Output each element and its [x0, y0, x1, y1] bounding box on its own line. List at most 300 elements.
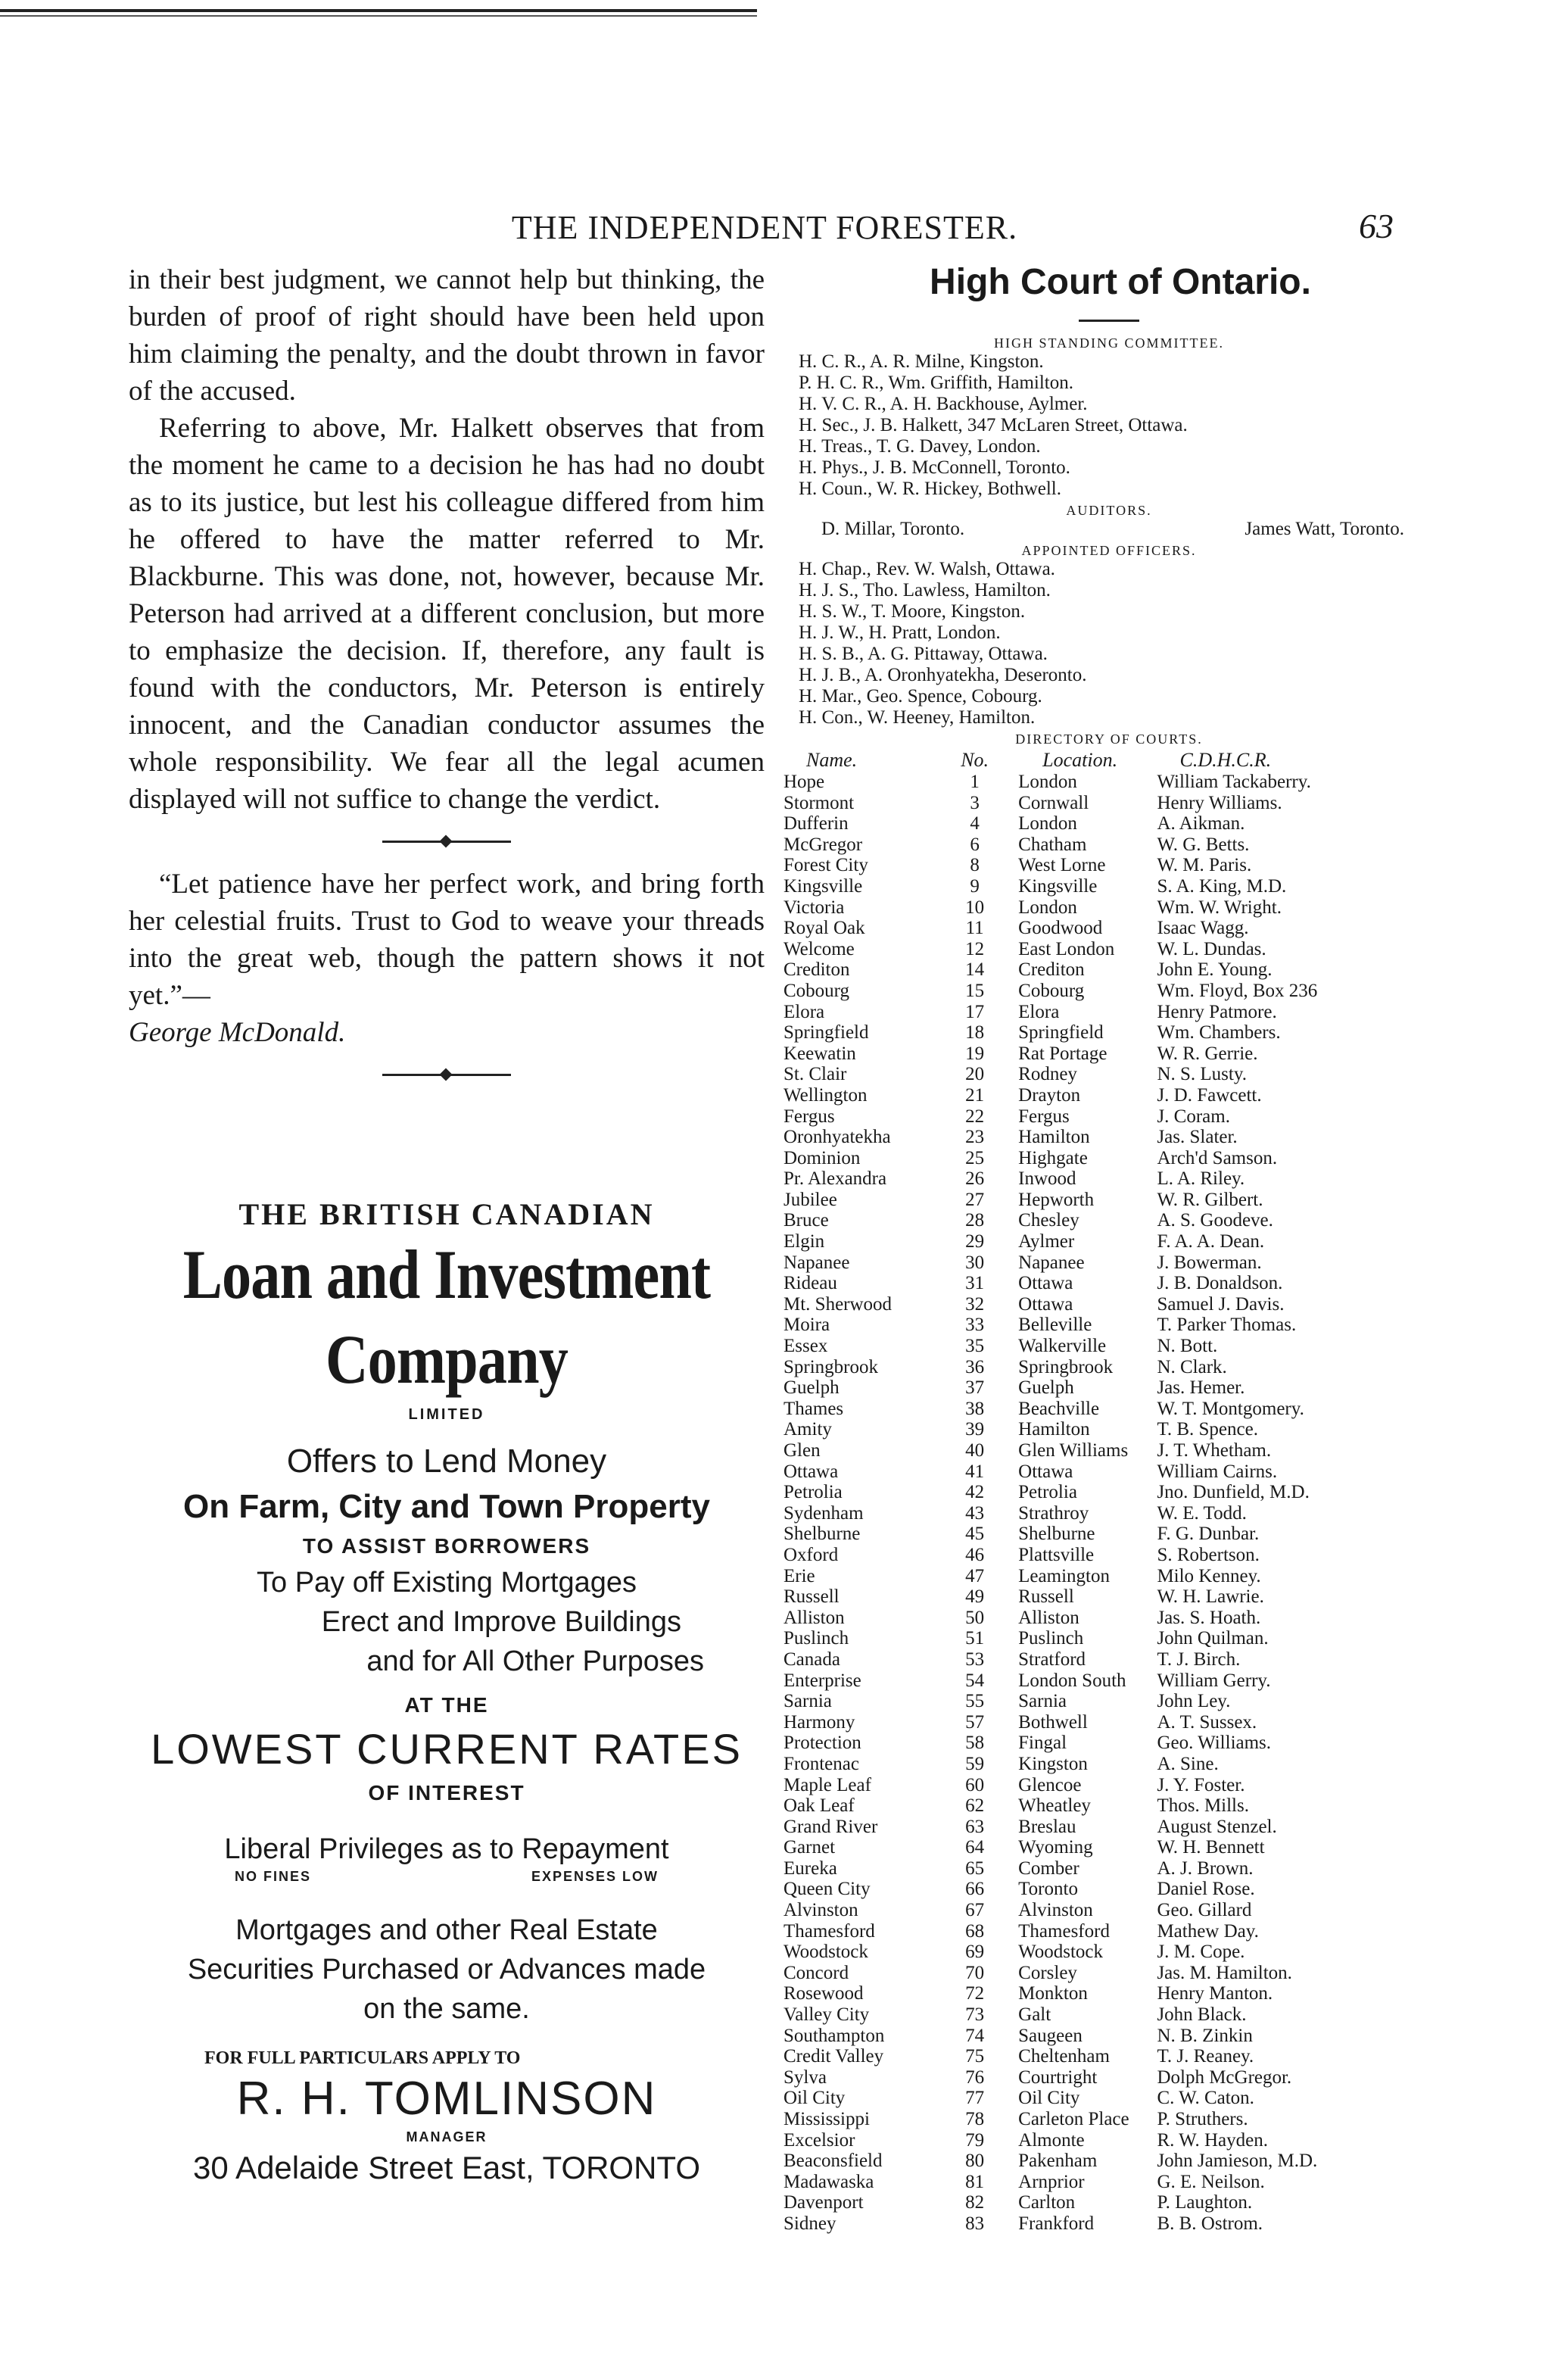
- court-number: 12: [965, 938, 985, 959]
- court-number: 77: [965, 2088, 985, 2109]
- ad-address: 30 Adelaide Street East, TORONTO: [192, 2150, 700, 2185]
- court-officer: Samuel J. Davis.: [1157, 1293, 1285, 1315]
- court-name: Sydenham: [784, 1502, 864, 1524]
- court-location: Pakenham: [1018, 2151, 1098, 2172]
- appointed-officer: H. Con., W. Heeney, Hamilton.: [799, 707, 1036, 728]
- appointed-list: [784, 559, 1435, 728]
- court-officer: P. Laughton.: [1157, 2192, 1253, 2213]
- ad-manager-name: R. H. TOMLINSON: [236, 2073, 657, 2125]
- directory-row: [784, 1357, 1435, 1378]
- court-name: Crediton: [784, 959, 850, 981]
- court-officer: W. L. Dundas.: [1157, 938, 1266, 959]
- court-location: Frankford: [1018, 2213, 1095, 2234]
- court-name: Elora: [784, 1001, 825, 1022]
- court-location: Puslinch: [1018, 1628, 1084, 1649]
- court-officer: John E. Young.: [1157, 959, 1273, 981]
- court-officer: John Quilman.: [1157, 1628, 1269, 1649]
- court-name: Napanee: [784, 1252, 850, 1273]
- court-officer: W. M. Paris.: [1157, 855, 1252, 876]
- court-name: Maple Leaf: [784, 1774, 871, 1795]
- court-number: 45: [965, 1524, 985, 1545]
- court-number: 66: [965, 1879, 985, 1900]
- directory-row: [784, 1440, 1435, 1461]
- directory-row: [784, 1273, 1435, 1294]
- court-number: 20: [965, 1064, 985, 1085]
- court-name: McGregor: [784, 834, 863, 855]
- court-officer: Wm. Floyd, Box 236: [1157, 980, 1318, 1001]
- court-location: Wheatley: [1018, 1795, 1091, 1817]
- court-location: Carleton Place: [1018, 2109, 1129, 2129]
- directory-row: [784, 897, 1435, 919]
- directory-row: [784, 2172, 1435, 2193]
- directory-table: [784, 772, 1435, 2235]
- directory-row: [784, 2109, 1435, 2130]
- directory-row: [784, 1837, 1435, 1858]
- court-number: 58: [965, 1733, 985, 1754]
- ad-manager-title: MANAGER: [406, 2129, 488, 2144]
- court-location: Courtright: [1018, 2067, 1098, 2088]
- court-name: Eureka: [784, 1858, 837, 1879]
- court-name: Hope: [784, 772, 825, 792]
- court-number: 76: [965, 2067, 985, 2088]
- court-location: Almonte: [1018, 2129, 1085, 2151]
- ad-apply-to: FOR FULL PARTICULARS APPLY TO: [204, 2048, 521, 2068]
- appointed-officer: H. S. B., A. G. Pittaway, Ottawa.: [799, 644, 1048, 664]
- ad-limited: LIMITED: [408, 1406, 485, 1423]
- court-officer: Wm. W. Wright.: [1157, 897, 1282, 918]
- court-number: 49: [965, 1586, 985, 1608]
- court-name: Sarnia: [784, 1691, 832, 1712]
- appointed-officer: H. J. S., Tho. Lawless, Hamilton.: [799, 580, 1051, 600]
- court-name: Royal Oak: [784, 918, 865, 939]
- court-number: 35: [965, 1336, 985, 1357]
- right-column: [784, 261, 1435, 2235]
- court-location: Shelburne: [1018, 1524, 1095, 1545]
- court-name: Forest City: [784, 855, 868, 876]
- court-name: Beaconsfield: [784, 2151, 883, 2172]
- court-officer: J. Coram.: [1157, 1106, 1230, 1127]
- court-officer: W. G. Betts.: [1157, 834, 1250, 855]
- court-location: London: [1018, 772, 1077, 792]
- court-number: 68: [965, 1920, 985, 1942]
- directory-row: [784, 1545, 1435, 1566]
- court-number: 41: [965, 1461, 985, 1482]
- ad-line-privileges: Liberal Privileges as to Repayment: [224, 1833, 669, 1865]
- court-number: 37: [965, 1377, 985, 1399]
- directory-row: [784, 2213, 1435, 2235]
- court-location: Russell: [1018, 1586, 1074, 1608]
- court-location: London South: [1018, 1670, 1126, 1691]
- appointed-officer: H. S. W., T. Moore, Kingston.: [799, 601, 1026, 622]
- committee-member: H. Sec., J. B. Halkett, 347 McLaren Street, Ottawa.: [799, 415, 1188, 435]
- directory-row: [784, 1628, 1435, 1649]
- court-name: Elgin: [784, 1231, 825, 1252]
- court-number: 21: [965, 1084, 985, 1106]
- court-name: Jubilee: [784, 1189, 837, 1210]
- auditors-caption: AUDITORS.: [1066, 503, 1152, 518]
- court-location: Galt: [1018, 2004, 1051, 2026]
- court-officer: A. J. Brown.: [1157, 1858, 1254, 1879]
- court-location: Saugeen: [1018, 2025, 1083, 2046]
- court-name: Mississippi: [784, 2109, 870, 2129]
- directory-row: [784, 876, 1435, 897]
- court-number: 55: [965, 1691, 985, 1712]
- court-location: Fingal: [1018, 1733, 1067, 1754]
- court-location: Wyoming: [1018, 1837, 1093, 1858]
- court-name: Thamesford: [784, 1920, 875, 1942]
- court-name: Harmony: [784, 1711, 855, 1733]
- court-officer: Milo Kenney.: [1157, 1565, 1261, 1586]
- committee-member: P. H. C. R., Wm. Griffith, Hamilton.: [799, 373, 1073, 393]
- court-officer: William Gerry.: [1157, 1670, 1271, 1691]
- court-location: Hamilton: [1018, 1419, 1090, 1440]
- court-officer: W. H. Bennett: [1157, 1837, 1265, 1858]
- court-name: Moira: [784, 1315, 830, 1336]
- court-location: Arnprior: [1018, 2171, 1085, 2192]
- quote-text: “Let patience have her perfect work, and bring forth her celestial fruits. Trust to God to weave your threads into the great web, though the pattern shows it not yet.”—: [129, 869, 765, 1011]
- court-location: Alliston: [1018, 1607, 1079, 1628]
- court-location: Goodwood: [1018, 918, 1103, 939]
- court-name: Davenport: [784, 2192, 864, 2213]
- directory-row: [784, 1817, 1435, 1838]
- committee-caption: HIGH STANDING COMMITTEE.: [993, 335, 1225, 351]
- court-name: Victoria: [784, 897, 845, 918]
- appointed-officer: H. J. B., A. Oronhyatekha, Deseronto.: [799, 665, 1087, 685]
- directory-row: [784, 834, 1435, 856]
- court-name: Southampton: [784, 2025, 885, 2046]
- court-location: Strathroy: [1018, 1502, 1089, 1524]
- directory-row: [784, 772, 1435, 793]
- directory-row: [784, 1524, 1435, 1545]
- court-officer: S. A. King, M.D.: [1157, 875, 1287, 897]
- court-number: 30: [965, 1252, 985, 1273]
- court-number: 78: [965, 2109, 985, 2129]
- appointed-officer: H. Mar., Geo. Spence, Cobourg.: [799, 686, 1042, 707]
- court-number: 39: [965, 1419, 985, 1440]
- court-number: 14: [965, 959, 985, 981]
- court-location: Monkton: [1018, 1983, 1088, 2004]
- court-name: Welcome: [784, 938, 855, 959]
- court-officer: P. Struthers.: [1157, 2109, 1248, 2129]
- directory-row: [784, 1900, 1435, 1921]
- court-officer: Geo. Williams.: [1157, 1733, 1272, 1754]
- left-column: [129, 261, 765, 1099]
- appointed-officer: H. J. W., H. Pratt, London.: [799, 622, 1001, 643]
- court-officer: W. H. Lawrie.: [1157, 1586, 1264, 1608]
- court-location: West Lorne: [1018, 855, 1106, 876]
- court-number: 10: [965, 897, 985, 918]
- directory-row: [784, 959, 1435, 981]
- court-number: 81: [965, 2171, 985, 2192]
- court-location: Plattsville: [1018, 1544, 1095, 1565]
- court-number: 46: [965, 1544, 985, 1565]
- court-number: 27: [965, 1189, 985, 1210]
- court-location: Chesley: [1018, 1210, 1079, 1231]
- committee-member: H. Treas., T. G. Davey, London.: [799, 436, 1041, 457]
- directory-row: [784, 939, 1435, 960]
- court-name: Puslinch: [784, 1628, 849, 1649]
- directory-row: [784, 1921, 1435, 1942]
- court-number: 64: [965, 1837, 985, 1858]
- court-officer: Arch'd Samson.: [1157, 1147, 1278, 1168]
- court-name: Grand River: [784, 1816, 878, 1837]
- court-location: Breslau: [1018, 1816, 1076, 1837]
- court-name: Oxford: [784, 1544, 839, 1565]
- court-officer: Dolph McGregor.: [1157, 2067, 1292, 2088]
- court-officer: Jno. Dunfield, M.D.: [1157, 1482, 1310, 1503]
- court-number: 17: [965, 1001, 985, 1022]
- directory-row: [784, 981, 1435, 1002]
- court-name: Oronhyatekha: [784, 1127, 891, 1148]
- court-number: 40: [965, 1440, 985, 1461]
- directory-row: [784, 918, 1435, 939]
- court-name: Woodstock: [784, 1942, 868, 1963]
- court-name: Kingsville: [784, 875, 863, 897]
- court-name: Russell: [784, 1586, 840, 1608]
- court-officer: John Jamieson, M.D.: [1157, 2151, 1318, 2172]
- court-officer: N. S. Lusty.: [1157, 1064, 1247, 1085]
- court-number: 47: [965, 1565, 985, 1586]
- court-number: 18: [965, 1022, 985, 1043]
- article-paragraph-2: Referring to above, Mr. Halkett observes that from the moment he came to a decision he has had no doubt as to its justice, but lest his colleague differed from him he offered to have the matter referred to Mr. Blackburne. This was done, not, however, because Mr. Peterson had arrived at a different conclusion, but more to emphasize the decision. If, therefore, any fault is found with the conductors, Mr. Peterson is entirely innocent, and the Canadian conductor assumes the whole responsibility. We fear all the legal acumen displayed will not suffice to change the verdict.: [129, 413, 765, 815]
- court-officer: W. R. Gilbert.: [1157, 1189, 1263, 1210]
- court-location: Woodstock: [1018, 1942, 1104, 1963]
- directory-row: [784, 1775, 1435, 1796]
- court-name: Valley City: [784, 2004, 870, 2026]
- court-number: 80: [965, 2151, 985, 2172]
- ad-expenses-low: EXPENSES LOW: [531, 1869, 659, 1884]
- directory-header-no: No.: [961, 749, 989, 771]
- directory-row: [784, 793, 1435, 814]
- court-name: Rideau: [784, 1273, 837, 1294]
- court-number: 22: [965, 1106, 985, 1127]
- court-officer: A. Sine.: [1157, 1753, 1219, 1774]
- appointed-caption: APPOINTED OFFICERS.: [1021, 543, 1197, 558]
- court-name: Sidney: [784, 2213, 836, 2234]
- court-location: Thamesford: [1018, 1920, 1110, 1942]
- court-number: 23: [965, 1127, 985, 1148]
- court-number: 4: [970, 813, 980, 834]
- directory-row: [784, 1691, 1435, 1712]
- court-number: 26: [965, 1168, 985, 1190]
- directory-row: [784, 1064, 1435, 1085]
- directory-row: [784, 2192, 1435, 2213]
- directory-caption: DIRECTORY OF COURTS.: [1015, 731, 1203, 747]
- court-officer: J. B. Donaldson.: [1157, 1273, 1283, 1294]
- court-number: 29: [965, 1231, 985, 1252]
- court-officer: Isaac Wagg.: [1157, 918, 1249, 939]
- court-name: Fergus: [784, 1106, 835, 1127]
- court-officer: John Black.: [1157, 2004, 1247, 2026]
- court-officer: Daniel Rose.: [1157, 1879, 1255, 1900]
- directory-row: [784, 2026, 1435, 2047]
- directory-row: [784, 1419, 1435, 1440]
- court-name: Oak Leaf: [784, 1795, 855, 1817]
- directory-row: [784, 2088, 1435, 2109]
- directory-row: [784, 1461, 1435, 1483]
- running-head: THE INDEPENDENT FORESTER.: [511, 209, 1018, 246]
- court-officer: Wm. Chambers.: [1157, 1022, 1281, 1043]
- court-number: 73: [965, 2004, 985, 2026]
- court-number: 63: [965, 1816, 985, 1837]
- court-officer: S. Robertson.: [1157, 1544, 1260, 1565]
- ad-line-purposes: and for All Other Purposes: [366, 1645, 704, 1677]
- court-name: Cobourg: [784, 980, 850, 1001]
- ad-line-rates: LOWEST CURRENT RATES: [151, 1725, 743, 1773]
- directory-row: [784, 1963, 1435, 1984]
- court-location: Ottawa: [1018, 1293, 1073, 1315]
- court-location: Stratford: [1018, 1649, 1086, 1670]
- court-number: 70: [965, 1962, 985, 1983]
- court-number: 1: [970, 772, 980, 792]
- court-officer: A. Aikman.: [1157, 813, 1245, 834]
- directory-row: [784, 1754, 1435, 1775]
- court-location: Springbrook: [1018, 1356, 1114, 1377]
- court-name: Bruce: [784, 1210, 829, 1231]
- court-officer: G. E. Neilson.: [1157, 2171, 1265, 2192]
- ad-fines-row: [235, 1869, 659, 1885]
- directory-header-location: Location.: [1042, 749, 1118, 771]
- directory-row: [784, 1566, 1435, 1587]
- directory-row: [784, 1043, 1435, 1065]
- directory-row: [784, 1608, 1435, 1629]
- court-name: Rosewood: [784, 1983, 864, 2004]
- court-name: Stormont: [784, 792, 855, 813]
- directory-row: [784, 1482, 1435, 1503]
- court-location: London: [1018, 813, 1077, 834]
- auditor-right: James Watt, Toronto.: [1245, 519, 1404, 539]
- directory-row: [784, 1377, 1435, 1399]
- directory-row: [784, 1294, 1435, 1315]
- court-location: Kingsville: [1018, 875, 1098, 897]
- court-officer: J. Y. Foster.: [1157, 1774, 1245, 1795]
- title-rule: [1079, 320, 1139, 322]
- auditors-row: [784, 519, 1435, 540]
- court-number: 82: [965, 2192, 985, 2213]
- court-name: Concord: [784, 1962, 849, 1983]
- quote-block: [129, 866, 765, 1051]
- court-location: Highgate: [1018, 1147, 1088, 1168]
- court-officer: N. B. Zinkin: [1157, 2025, 1253, 2046]
- court-name: Alvinston: [784, 1900, 858, 1921]
- court-location: Elora: [1018, 1001, 1060, 1022]
- court-location: Petrolia: [1018, 1482, 1077, 1503]
- directory-row: [784, 1106, 1435, 1128]
- court-officer: J. D. Fawcett.: [1157, 1084, 1262, 1106]
- court-name: Ottawa: [784, 1461, 839, 1482]
- court-location: Carlton: [1018, 2192, 1076, 2213]
- court-location: Fergus: [1018, 1106, 1070, 1127]
- directory-row: [784, 1315, 1435, 1336]
- court-number: 9: [970, 875, 980, 897]
- directory-row: [784, 1733, 1435, 1754]
- court-officer: T. J. Reaney.: [1157, 2046, 1254, 2067]
- court-number: 31: [965, 1273, 985, 1294]
- court-name: Frontenac: [784, 1753, 859, 1774]
- committee-member: H. V. C. R., A. H. Backhouse, Aylmer.: [799, 394, 1088, 414]
- court-location: Napanee: [1018, 1252, 1085, 1273]
- top-border-rule: [0, 9, 757, 12]
- court-officer: R. W. Hayden.: [1157, 2129, 1268, 2151]
- court-number: 3: [970, 792, 980, 813]
- directory-row: [784, 1399, 1435, 1420]
- court-officer: John Ley.: [1157, 1691, 1231, 1712]
- court-location: Bothwell: [1018, 1711, 1088, 1733]
- ad-line-assist: TO ASSIST BORROWERS: [302, 1534, 591, 1558]
- court-number: 67: [965, 1900, 985, 1921]
- directory-row: [784, 2151, 1435, 2172]
- court-officer: C. W. Caton.: [1157, 2088, 1254, 2109]
- court-location: East London: [1018, 938, 1115, 959]
- court-officer: William Cairns.: [1157, 1461, 1278, 1482]
- court-name: Keewatin: [784, 1043, 856, 1064]
- directory-row: [784, 2067, 1435, 2088]
- court-number: 65: [965, 1858, 985, 1879]
- ad-line-offers: Offers to Lend Money: [286, 1443, 607, 1480]
- court-officer: N. Bott.: [1157, 1336, 1218, 1357]
- court-officer: Mathew Day.: [1157, 1920, 1259, 1942]
- court-officer: T. J. Birch.: [1157, 1649, 1241, 1670]
- court-location: Aylmer: [1018, 1231, 1075, 1252]
- directory-row: [784, 1190, 1435, 1211]
- court-number: 6: [970, 834, 980, 855]
- directory-row: [784, 1983, 1435, 2004]
- court-officer: Thos. Mills.: [1157, 1795, 1249, 1817]
- court-name: Dufferin: [784, 813, 849, 834]
- court-number: 19: [965, 1043, 985, 1064]
- court-name: Wellington: [784, 1084, 868, 1106]
- court-name: Glen: [784, 1440, 821, 1461]
- quote-attribution: George McDonald.: [129, 1017, 346, 1048]
- court-officer: Henry Patmore.: [1157, 1001, 1277, 1022]
- court-location: Ottawa: [1018, 1461, 1073, 1482]
- court-location: Belleville: [1018, 1315, 1092, 1336]
- court-location: Cornwall: [1018, 792, 1089, 813]
- court-number: 79: [965, 2129, 985, 2151]
- ad-line-real-estate: Mortgages and other Real Estate: [235, 1914, 658, 1946]
- article-paragraph-1: in their best judgment, we cannot help but thinking, the burden of proof of right should have been held upon him claiming the penalty, and the doubt thrown in favor of the accused.: [129, 264, 765, 407]
- court-number: 60: [965, 1774, 985, 1795]
- court-officer: J. Bowerman.: [1157, 1252, 1262, 1273]
- committee-member: H. Coun., W. R. Hickey, Bothwell.: [799, 479, 1061, 499]
- court-location: Alvinston: [1018, 1900, 1093, 1921]
- court-officer: W. R. Gerrie.: [1157, 1043, 1258, 1064]
- court-name: Enterprise: [784, 1670, 861, 1691]
- court-location: Springfield: [1018, 1022, 1104, 1043]
- ad-line-at-the: AT THE: [404, 1693, 489, 1717]
- court-location: London: [1018, 897, 1077, 918]
- court-number: 8: [970, 855, 980, 876]
- court-number: 62: [965, 1795, 985, 1817]
- court-number: 69: [965, 1942, 985, 1963]
- court-name: Petrolia: [784, 1482, 843, 1503]
- court-location: Cobourg: [1018, 980, 1085, 1001]
- court-name: Amity: [784, 1419, 832, 1440]
- court-number: 15: [965, 980, 985, 1001]
- court-name: Protection: [784, 1733, 861, 1754]
- court-number: 72: [965, 1983, 985, 2004]
- court-officer: N. Clark.: [1157, 1356, 1227, 1377]
- court-name: Shelburne: [784, 1524, 861, 1545]
- directory-row: [784, 1148, 1435, 1169]
- directory-row: [784, 1210, 1435, 1231]
- court-location: Chatham: [1018, 834, 1087, 855]
- court-officer: F. A. A. Dean.: [1157, 1231, 1265, 1252]
- court-number: 36: [965, 1356, 985, 1377]
- court-officer: T. Parker Thomas.: [1157, 1315, 1297, 1336]
- directory-header-row: [784, 749, 1435, 772]
- court-officer: Jas. Slater.: [1157, 1127, 1238, 1148]
